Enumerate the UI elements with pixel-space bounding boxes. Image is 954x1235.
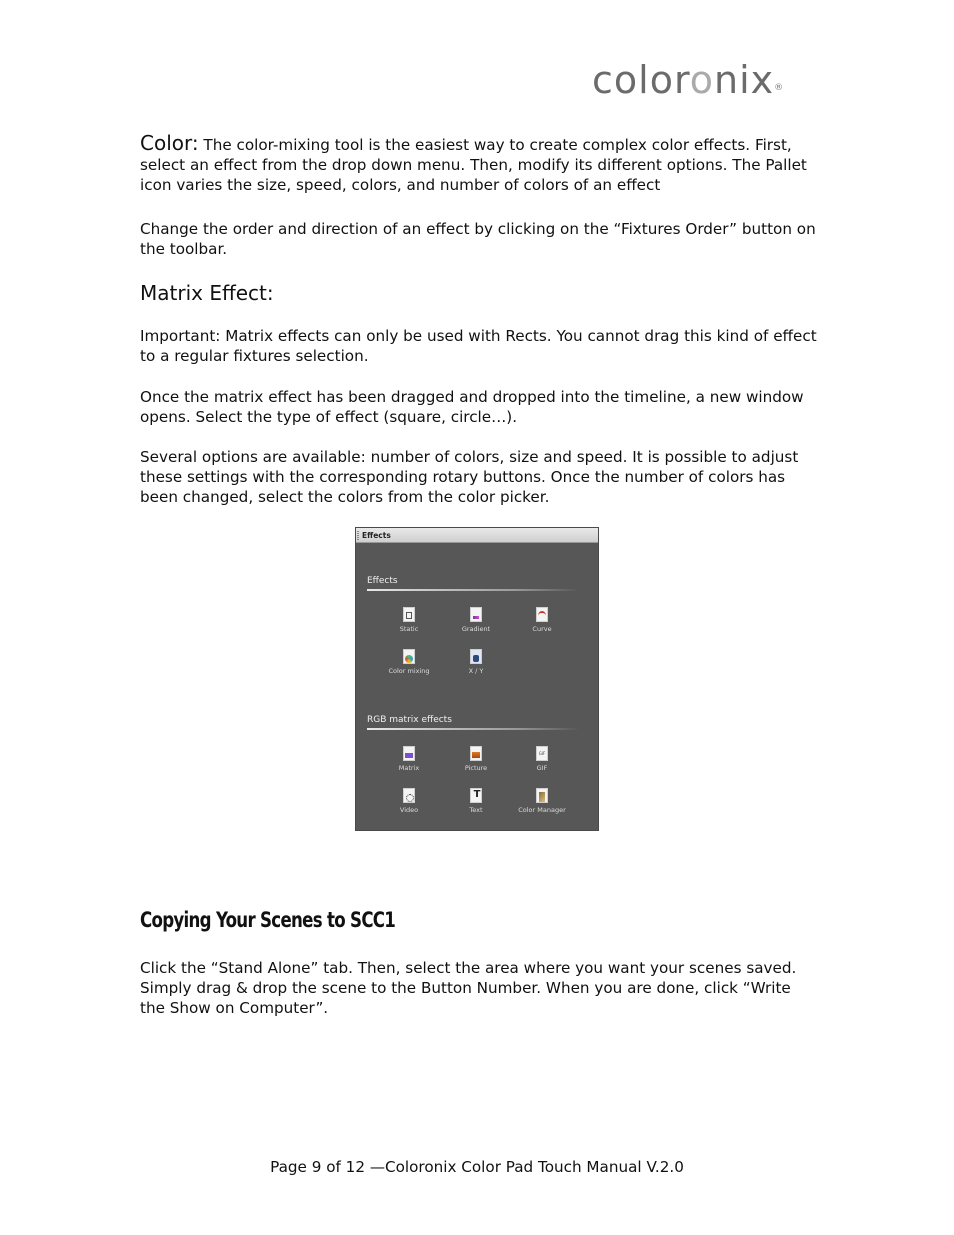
matrix-effect-heading: Matrix Effect: xyxy=(140,281,274,305)
effect-picture[interactable] xyxy=(446,746,506,786)
gif-icon xyxy=(536,746,548,761)
logo-text-color: color xyxy=(592,58,690,102)
effects-panel xyxy=(355,527,599,831)
color-heading: Color: xyxy=(140,131,199,155)
effect-curve-label: Curve xyxy=(532,625,552,633)
color-manager-icon xyxy=(536,788,548,803)
color-mixing-icon xyxy=(403,649,415,664)
rgb-matrix-group-title: RGB matrix effects xyxy=(367,715,452,725)
effect-color-manager[interactable] xyxy=(512,788,572,828)
matrix-paragraph-3: Several options are available: number of colors, size and speed. It is possible to adjust these settings with the corresponding rotary buttons. Once the number of colors has been changed, select the colors from the color picker. xyxy=(140,448,799,506)
effect-static[interactable] xyxy=(379,607,439,647)
video-icon xyxy=(403,788,415,803)
effects-panel-titlebar[interactable] xyxy=(356,528,598,543)
color-paragraph-2: Change the order and direction of an effect by clicking on the “Fixtures Order” button on the toolbar. xyxy=(140,220,816,258)
effect-color-mixing-label: Color mixing xyxy=(388,667,430,675)
registered-mark: ® xyxy=(774,83,785,93)
color-paragraph-1 xyxy=(140,133,820,195)
logo-text-o: o xyxy=(689,58,714,102)
matrix-paragraph-2: Once the matrix effect has been dragged and dropped into the timeline, a new window opens. Select the type of effect (square, circle…). xyxy=(140,388,804,426)
effect-gif[interactable] xyxy=(512,746,572,786)
effect-gif-label: GIF xyxy=(536,764,548,772)
effect-static-label: Static xyxy=(399,625,419,633)
effect-gradient[interactable] xyxy=(446,607,506,647)
rgb-matrix-group-divider xyxy=(367,728,579,730)
picture-icon xyxy=(470,746,482,761)
effect-text-label: Text xyxy=(469,806,483,814)
effects-panel-title: Effects xyxy=(362,531,391,540)
matrix-icon xyxy=(403,746,415,761)
effect-xy[interactable] xyxy=(446,649,506,689)
gradient-icon xyxy=(470,607,482,622)
effect-picture-label: Picture xyxy=(464,764,488,772)
matrix-paragraph-1: Important: Matrix effects can only be used with Rects. You cannot drag this kind of effect to a regular fixtures selection. xyxy=(140,327,817,365)
logo-text-nix: nix xyxy=(714,58,775,102)
xy-icon xyxy=(470,649,482,664)
grip-icon xyxy=(357,531,359,540)
coloronix-logo xyxy=(592,55,812,105)
effect-text[interactable] xyxy=(446,788,506,828)
color-paragraph-1-text: The color-mixing tool is the easiest way to create complex color effects. First, select an effect from the drop down menu. Then, modify its different options. The Pallet icon varies the size, speed, colors, and number of colors of an effect xyxy=(140,136,807,194)
copying-scenes-paragraph: Click the “Stand Alone” tab. Then, select the area where you want your scenes saved. Simply drag & drop the scene to the Button Number. When you are done, click “Write the Show on Computer”. xyxy=(140,959,797,1017)
effect-color-mixing[interactable] xyxy=(379,649,439,689)
effect-video-label: Video xyxy=(399,806,419,814)
effect-matrix-label: Matrix xyxy=(398,764,420,772)
copying-scenes-heading: Copying Your Scenes to SCC1 xyxy=(140,908,396,932)
effect-matrix[interactable] xyxy=(379,746,439,786)
effects-group-title: Effects xyxy=(367,576,398,586)
effect-color-manager-label: Color Manager xyxy=(518,806,566,814)
effects-group-divider xyxy=(367,589,579,591)
page-footer: Page 9 of 12 —Coloronix Color Pad Touch Manual V.2.0 xyxy=(270,1158,684,1176)
static-icon xyxy=(403,607,415,622)
curve-icon xyxy=(536,607,548,622)
effect-curve[interactable] xyxy=(512,607,572,647)
effect-video[interactable] xyxy=(379,788,439,828)
effect-gradient-label: Gradient xyxy=(461,625,491,633)
effect-xy-label: X / Y xyxy=(468,667,484,675)
text-icon xyxy=(470,788,482,803)
